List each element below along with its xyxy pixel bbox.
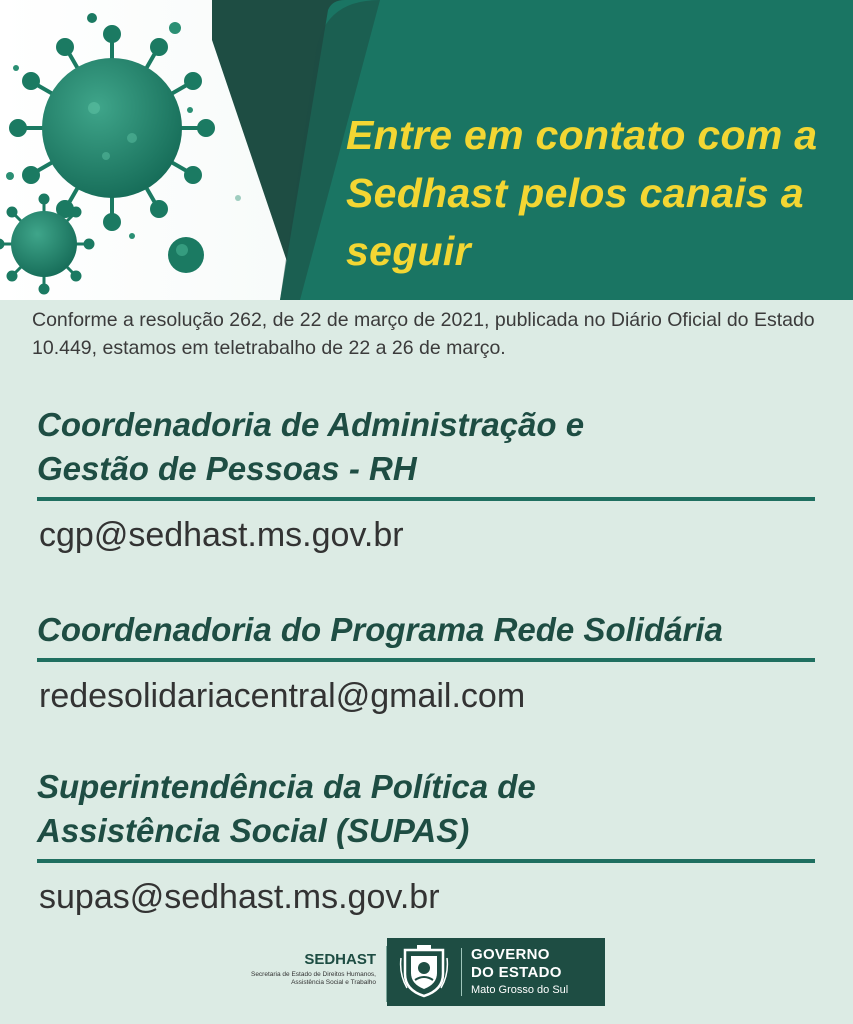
gov-line-do-estado: DO ESTADO [471,964,562,981]
contact-email[interactable]: redesolidariacentral@gmail.com [39,677,526,715]
contact-email[interactable]: cgp@sedhast.ms.gov.br [39,516,404,554]
contact-title: Coordenadoria do Programa Rede Solidária [37,608,815,662]
gov-text [471,946,568,998]
headline: Entre em contato com a Sedhast pelos canais a seguir [346,112,818,274]
telework-notice: Conforme a resolução 262, de 22 de março de 2021, publicada no Diário Oficial do Estado 10.449, estamos em teletrabalho de 22 a 26 de março. [32,309,815,359]
government-logo [387,938,605,1006]
contact-title: Superintendência da Política de Assistência Social (SUPAS) [37,765,815,863]
state-crest-icon [399,944,449,1000]
contact-section-rh [37,403,815,557]
gov-line-governo: GOVERNO [471,946,550,963]
sedhast-subtitle: Secretaria de Estado de Direitos Humanos, Assistência Social e Trabalho [250,971,376,986]
footer-logos [230,938,610,1006]
sedhast-logo [230,952,376,987]
contact-email[interactable]: supas@sedhast.ms.gov.br [39,878,440,916]
sedhast-name: SEDHAST [304,951,376,968]
contact-title: Coordenadoria de Administração e Gestão de Pessoas - RH [37,403,815,501]
contact-section-supas [37,765,815,919]
header-banner [0,0,853,300]
contact-section-rede-solidaria [37,608,815,718]
gov-separator [461,948,462,996]
gov-line-state: Mato Grosso do Sul [471,984,569,996]
